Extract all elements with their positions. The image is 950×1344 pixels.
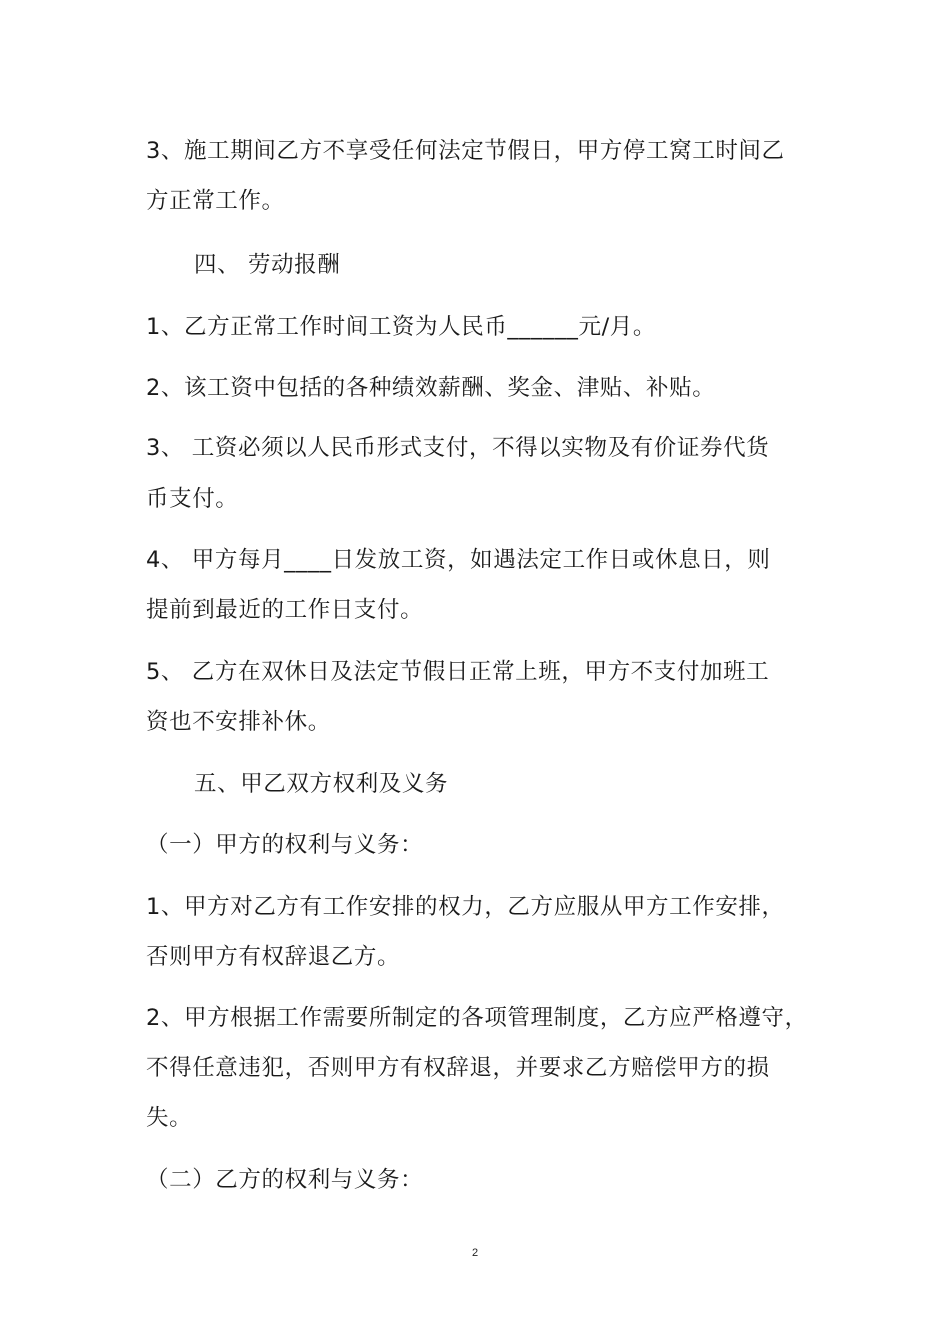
paragraph-line: 3、 工资必须以人民币形式支付，不得以实物及有价证券代货: [146, 435, 770, 461]
paragraph-line: 资也不安排补休。: [146, 709, 331, 735]
paragraph-line: 不得任意违犯，否则甲方有权辞退，并要求乙方赔偿甲方的损: [146, 1055, 770, 1081]
paragraph-line: 2、该工资中包括的各种绩效薪酬、奖金、津贴、补贴。: [146, 375, 716, 401]
subsection-heading: （二）乙方的权利与义务：: [146, 1167, 424, 1193]
paragraph-line: 方正常工作。: [146, 188, 285, 214]
paragraph-line: 1、甲方对乙方有工作安排的权力，乙方应服从甲方工作安排，: [146, 894, 785, 920]
paragraph-line: 5、 乙方在双休日及法定节假日正常上班，甲方不支付加班工: [146, 659, 770, 685]
paragraph-line: 2、甲方根据工作需要所制定的各项管理制度，乙方应严格遵守，: [146, 1005, 808, 1031]
paragraph-line: 币支付。: [146, 486, 239, 512]
section-heading: 四、 劳动报酬: [194, 252, 341, 278]
paragraph-line: 否则甲方有权辞退乙方。: [146, 944, 401, 970]
subsection-heading: （一）甲方的权利与义务：: [146, 832, 424, 858]
paragraph-line: 3、施工期间乙方不享受任何法定节假日，甲方停工窝工时间乙: [146, 138, 785, 164]
paragraph-line: 失。: [146, 1105, 193, 1131]
paragraph-line: 1、乙方正常工作时间工资为人民币______元/月。: [146, 314, 656, 340]
page-number: 2: [471, 1247, 479, 1259]
paragraph-line: 提前到最近的工作日支付。: [146, 597, 424, 623]
section-heading: 五、甲乙双方权利及义务: [194, 771, 449, 797]
paragraph-line: 4、 甲方每月____日发放工资，如遇法定工作日或休息日，则: [146, 547, 771, 573]
